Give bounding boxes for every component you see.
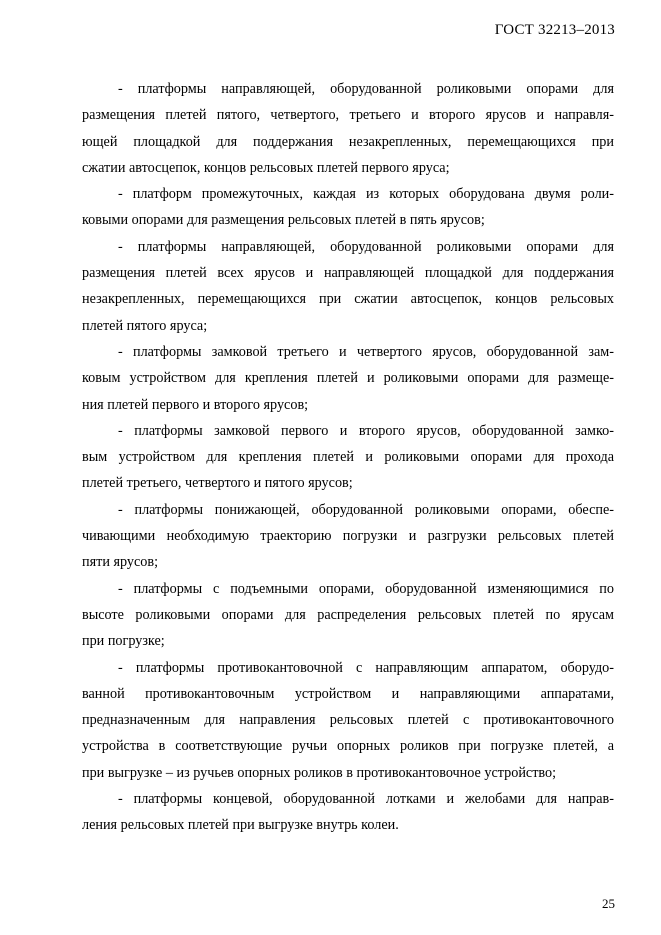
text-line: - платформы замковой первого и второго ярусов, оборудованной замко- xyxy=(118,422,614,439)
text-line: при погрузке; xyxy=(82,633,165,650)
text-line: ющей площадкой для поддержания незакрепленных, перемещающихся при xyxy=(82,133,614,150)
page-number: 25 xyxy=(602,896,615,911)
text-line: размещения плетей пятого, четвертого, третьего и второго ярусов и направля- xyxy=(82,107,614,124)
text-line: - платформы направляющей, оборудованной роликовыми опорами для xyxy=(118,238,614,255)
text-line: ния плетей первого и второго ярусов; xyxy=(82,396,309,413)
paragraph xyxy=(82,655,614,786)
text-line: незакрепленных, перемещающихся при сжатии автосцепок, концов рельсовых xyxy=(82,291,614,308)
text-line: - платформы направляющей, оборудованной роликовыми опорами для xyxy=(118,81,614,97)
text-line: ковыми опорами для размещения рельсовых плетей в пять ярусов; xyxy=(82,212,485,229)
text-line: плетей пятого яруса; xyxy=(82,317,208,334)
paragraph xyxy=(82,234,614,339)
text-line: сжатии автосцепок, концов рельсовых плетей первого яруса; xyxy=(82,159,450,176)
text-line: вым устройством для крепления плетей и роликовыми опорами для прохода xyxy=(82,449,614,466)
text-line: - платформы концевой, оборудованной лотками и желобами для направ- xyxy=(118,791,614,808)
paragraph xyxy=(82,497,614,576)
text-line: устройства в соответствующие ручьи опорных роликов при погрузке плетей, а xyxy=(82,738,614,755)
text-line: высоте роликовыми опорами для распределения рельсовых плетей по ярусам xyxy=(82,606,614,623)
text-line: предназначенным для направления рельсовых плетей с противокантовочного xyxy=(82,712,614,729)
text-line: ковым устройством для крепления плетей и роликовыми опорами для размеще- xyxy=(82,370,614,387)
paragraph xyxy=(82,576,614,655)
text-line: - платформы с подъемными опорами, оборудованной изменяющимися по xyxy=(118,580,614,597)
text-line: - платформы замковой третьего и четвертого ярусов, оборудованной зам- xyxy=(118,343,614,360)
text-line: размещения плетей всех ярусов и направляющей площадкой для поддержания xyxy=(82,265,614,282)
text-line: чивающими необходимую траекторию погрузки и разгрузки рельсовых плетей xyxy=(82,528,614,545)
paragraph xyxy=(82,76,614,181)
text-line: - платформы понижающей, оборудованной роликовыми опорами, обеспе- xyxy=(118,501,614,518)
text-line: - платформ промежуточных, каждая из которых оборудована двумя роли- xyxy=(118,186,614,203)
text-line: плетей третьего, четвертого и пятого ярусов; xyxy=(82,475,353,492)
document-body xyxy=(82,76,614,839)
paragraph xyxy=(82,786,614,839)
text-line: ванной противокантовочным устройством и направляющими аппаратами, xyxy=(82,685,614,702)
paragraph xyxy=(82,181,614,234)
paragraph xyxy=(82,339,614,418)
text-line: - платформы противокантовочной с направляющим аппаратом, оборудо- xyxy=(118,659,614,676)
text-line: ления рельсовых плетей при выгрузке внутрь колеи. xyxy=(82,817,399,834)
text-line: пяти ярусов; xyxy=(82,554,159,571)
text-line: при выгрузке – из ручьев опорных роликов в противокантовочное устройство; xyxy=(82,764,557,781)
document-code-header: ГОСТ 32213–2013 xyxy=(494,22,615,38)
paragraph xyxy=(82,418,614,497)
